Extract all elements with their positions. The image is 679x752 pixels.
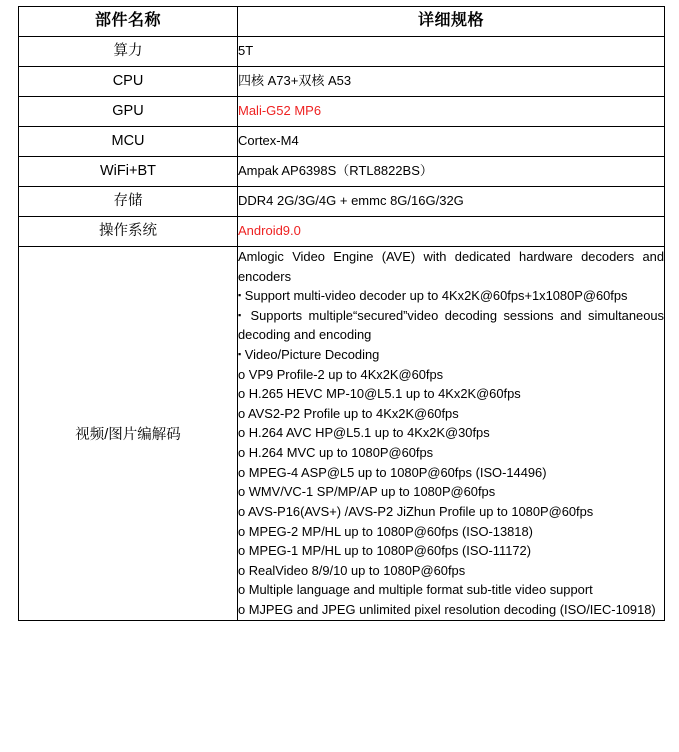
codec-intro: Amlogic Video Engine (AVE) with dedicated hardware decoders and encoders	[238, 249, 664, 284]
row-label-video-picture-codec: 视频/图片编解码	[19, 247, 238, 621]
row-value-cpu: 四核 A73+双核 A53	[238, 67, 665, 97]
table-row	[19, 157, 665, 187]
codec-bullet-label: Video/Picture Decoding	[244, 347, 380, 363]
codec-bullet	[238, 306, 664, 345]
row-value-mcu: Cortex-M4	[238, 127, 665, 157]
row-value-gpu: Mali-G52 MP6	[238, 97, 665, 127]
specification-table	[18, 6, 665, 621]
table-row-codec	[19, 247, 665, 621]
codec-item: o AVS2-P2 Profile up to 4Kx2K@60fps	[238, 405, 459, 421]
codec-item: o MPEG-2 MP/HL up to 1080P@60fps (ISO-13818)	[238, 523, 533, 539]
codec-item: o H.265 HEVC MP-10@L5.1 up to 4Kx2K@60fps	[238, 386, 521, 402]
row-label-operating-system: 操作系统	[19, 217, 238, 247]
row-value-storage: DDR4 2G/3G/4G + emmc 8G/16G/32G	[238, 187, 665, 217]
codec-bullet	[238, 286, 664, 306]
row-label-mcu: MCU	[19, 127, 238, 157]
table-row	[19, 97, 665, 127]
table-row	[19, 37, 665, 67]
codec-list	[238, 247, 664, 620]
codec-item: o WMV/VC-1 SP/MP/AP up to 1080P@60fps	[238, 484, 496, 500]
row-label-cpu: CPU	[19, 67, 238, 97]
row-label-storage: 存储	[19, 187, 238, 217]
square-bullet-icon: ▪	[238, 309, 245, 320]
row-label-wifi-bt: WiFi+BT	[19, 157, 238, 187]
codec-bullet	[238, 345, 664, 365]
header-cell-component-name: 部件名称	[19, 7, 238, 37]
codec-item: o MPEG-1 MP/HL up to 1080P@60fps (ISO-11172)	[238, 543, 531, 559]
row-value-operating-system: Android9.0	[238, 217, 665, 247]
square-bullet-icon: ▪	[238, 349, 242, 360]
row-value-compute-power: 5T	[238, 37, 665, 67]
table-row	[19, 187, 665, 217]
codec-bullet-label: Support multi-video decoder up to 4Kx2K@60fps+1x1080P@60fps	[244, 288, 628, 304]
table-header-row	[19, 7, 665, 37]
codec-item: o H.264 MVC up to 1080P@60fps	[238, 445, 434, 461]
codec-item: o VP9 Profile-2 up to 4Kx2K@60fps	[238, 366, 444, 382]
codec-item: o Multiple language and multiple format sub-title video support	[238, 582, 593, 598]
row-label-gpu: GPU	[19, 97, 238, 127]
codec-bullet-label: Supports multiple“secured”video decoding sessions and simultaneous decoding and encoding	[238, 307, 664, 343]
square-bullet-icon: ▪	[238, 290, 242, 301]
table-row	[19, 127, 665, 157]
codec-item: o AVS-P16(AVS+) /AVS-P2 JiZhun Profile up to 1080P@60fps	[238, 503, 594, 519]
row-value-wifi-bt: Ampak AP6398S（RTL8822BS）	[238, 157, 665, 187]
table-row	[19, 67, 665, 97]
codec-item: o RealVideo 8/9/10 up to 1080P@60fps	[238, 562, 466, 578]
codec-item: o MPEG-4 ASP@L5 up to 1080P@60fps (ISO-14496)	[238, 464, 547, 480]
row-value-video-picture-codec	[238, 247, 665, 621]
row-label-compute-power: 算力	[19, 37, 238, 67]
codec-item: o H.264 AVC HP@L5.1 up to 4Kx2K@30fps	[238, 425, 490, 441]
header-cell-detailed-spec: 详细规格	[238, 7, 665, 37]
codec-item: o MJPEG and JPEG unlimited pixel resolution decoding (ISO/IEC-10918)	[238, 601, 656, 617]
table-body	[19, 7, 665, 621]
table-row	[19, 217, 665, 247]
